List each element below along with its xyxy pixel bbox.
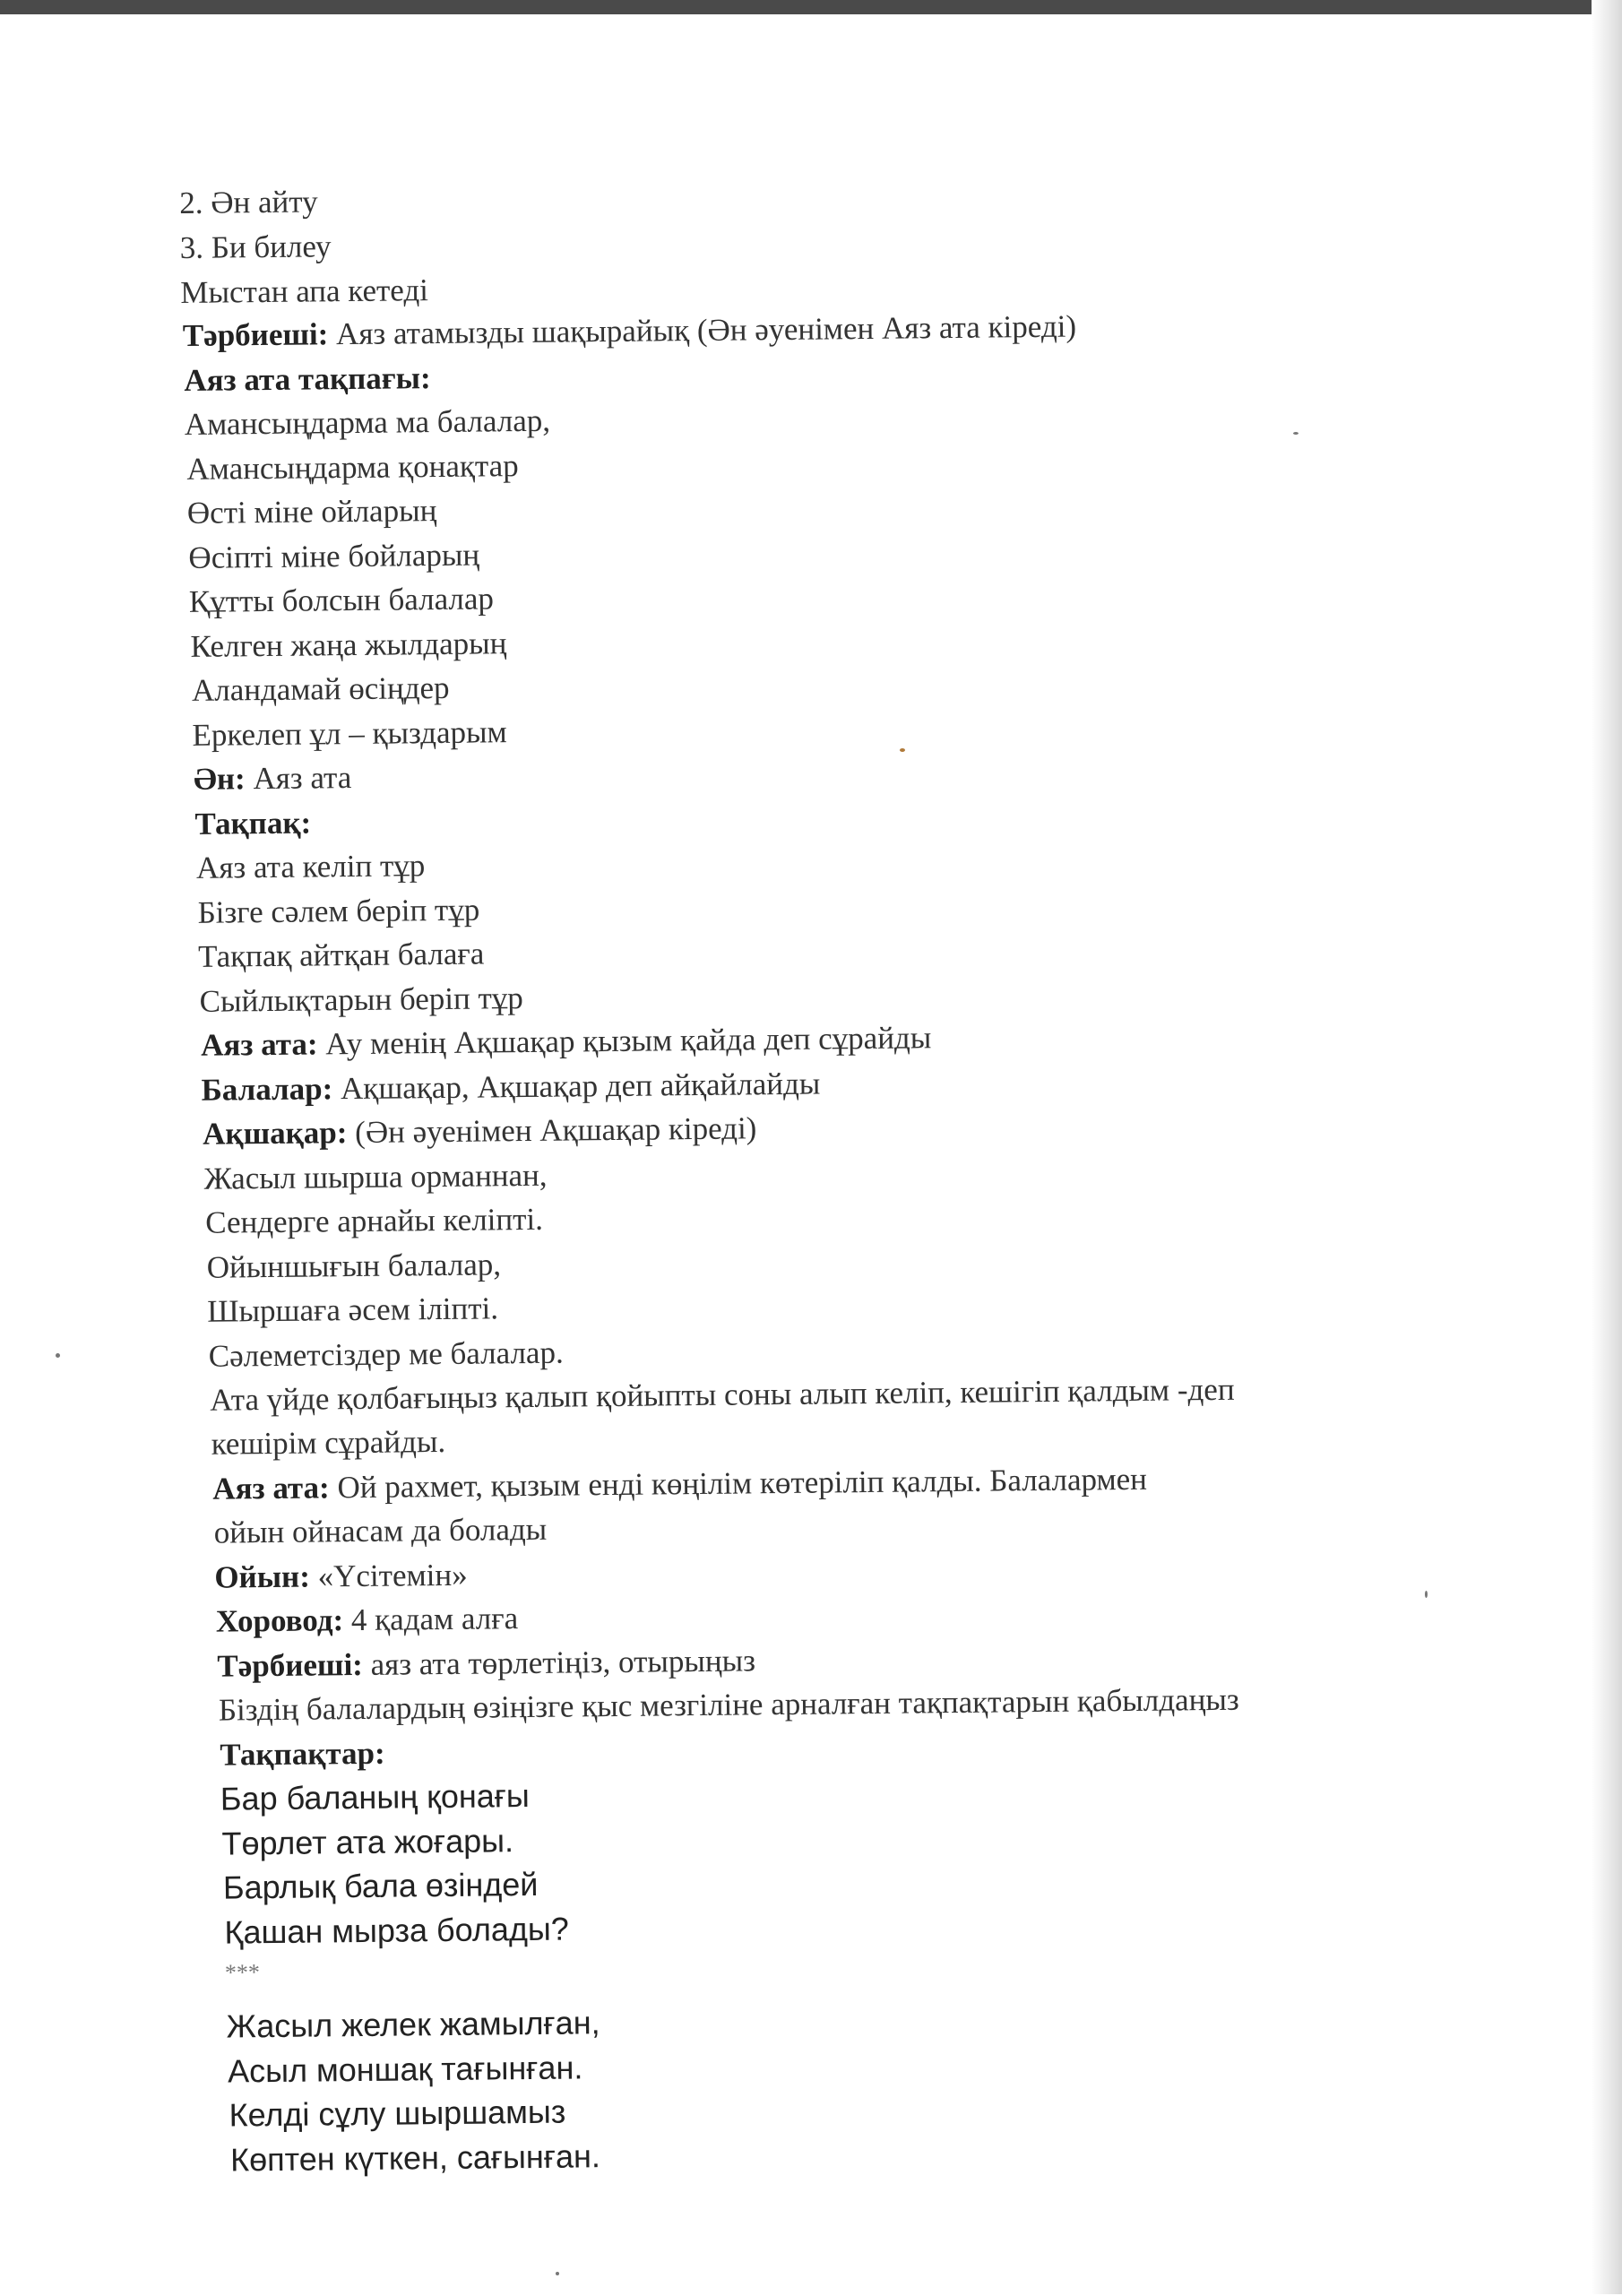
dialogue-line: Аяз ата: Ау менің Ақшақар қызым қайда деп сұрайды	[200, 1020, 932, 1063]
section-heading: Аяз ата тақпағы:	[184, 360, 431, 398]
poem-line: Тақпақ айтқан балаға	[197, 936, 485, 974]
poem-line: Бар баланың қонағы	[220, 1777, 530, 1817]
scan-speck	[900, 748, 905, 752]
poem-line: Амансыңдарма ма балалар,	[184, 402, 551, 442]
speaker-label: Ән:	[193, 761, 246, 797]
poem-line: Аяз ата келіп тұр	[195, 848, 426, 885]
text-line: Біздің балалардың өзіңізге қыс мезгіліне арналған тақпақтарын қабылдаңыз	[218, 1681, 1239, 1728]
text-line: кешірім сұрайды.	[211, 1423, 446, 1462]
poem-line: Асыл моншақ тағынған.	[227, 2049, 583, 2090]
speaker-label: Аяз ата:	[212, 1470, 330, 1506]
poem-line: Құтты болсын балалар	[188, 581, 495, 619]
dialogue-line: Ойын: «Үсітемін»	[214, 1557, 468, 1595]
scan-speck	[556, 2272, 559, 2275]
poem-line: Өсті міне ойларың	[186, 493, 437, 531]
section-heading: Тақпақ:	[194, 805, 312, 842]
speaker-label: Тәрбиеші:	[217, 1646, 364, 1684]
list-item-song: 2. Ән айту	[179, 184, 318, 220]
poem-line: Келген жаңа жылдарың	[190, 626, 507, 664]
dialogue-line: Тәрбиеші: Аяз атамызды шақырайық (Ән әуенімен Аяз ата кіреді)	[182, 308, 1077, 353]
poem-line: Қашан мырза болады?	[224, 1910, 570, 1951]
speaker-label: Тәрбиеші:	[182, 316, 329, 353]
poem-line: Бізге сәлем беріп тұр	[197, 892, 480, 930]
text-line: Мыстан апа кетеді	[180, 272, 429, 310]
poem-line: Өсіпті міне бойларың	[188, 537, 480, 575]
scan-speck	[1293, 432, 1298, 435]
dialogue-line: Аяз ата: Ой рахмет, қызым енді көңілім көтеріліп қалды. Балалармен	[212, 1461, 1148, 1506]
poem-line: Еркелеп ұл – қыздарым	[192, 714, 507, 753]
poem-line: Сыйлықтарын беріп тұр	[199, 980, 524, 1019]
poem-line: Ойыншығын балалар,	[206, 1247, 502, 1285]
list-item-dance: 3. Би билеу	[179, 229, 332, 265]
speaker-label: Аяз ата:	[200, 1026, 318, 1063]
text-line: Ата үйде қолбағыңыз қалып қойыпты соны алып келіп, кешігіп қалдым -деп	[210, 1371, 1235, 1418]
speaker-label: Ойын:	[214, 1558, 311, 1595]
poem-line: Жасыл шырша орманнан,	[203, 1157, 548, 1196]
poem-line: Көптен күткен, сағынған.	[229, 2137, 601, 2179]
speaker-label: Хоровод:	[215, 1602, 344, 1639]
stanza-separator: ***	[224, 1959, 261, 1986]
poem-line: Келді сұлу шыршамыз	[229, 2093, 566, 2134]
scan-speck	[56, 1353, 60, 1358]
dialogue-line: Хоровод: 4 қадам алға	[215, 1601, 519, 1639]
poem-line: Барлық бала өзіндей	[222, 1865, 539, 1906]
speaker-label: Ақшақар:	[202, 1115, 348, 1152]
speaker-label: Балалар:	[201, 1071, 333, 1108]
poem-line: Төрлет ата жоғары.	[221, 1822, 514, 1862]
dialogue-line: Ән: Аяз ата	[193, 760, 352, 797]
text-line: ойын ойнасам да болады	[213, 1511, 548, 1550]
dialogue-line: Тәрбиеші: аяз ата төрлетіңіз, отырыңыз	[217, 1643, 756, 1684]
section-heading: Тақпақтар:	[220, 1735, 385, 1773]
text-line: Сәлеметсіздер ме балалар.	[208, 1334, 564, 1374]
poem-line: Сендерге арнайы келіпті.	[204, 1201, 544, 1240]
scan-speck	[1425, 1591, 1428, 1598]
dialogue-line: Балалар: Ақшақар, Ақшақар деп айқайлайды	[201, 1066, 821, 1108]
poem-line: Амансыңдарма қонақтар	[186, 448, 519, 487]
dialogue-line: Ақшақар: (Ән әуенімен Ақшақар кіреді)	[202, 1110, 757, 1152]
poem-line: Жасыл желек жамылған,	[226, 2004, 600, 2045]
poem-line: Шыршаға әсем іліпті.	[207, 1290, 499, 1329]
poem-line: Аландамай өсіңдер	[191, 669, 450, 708]
